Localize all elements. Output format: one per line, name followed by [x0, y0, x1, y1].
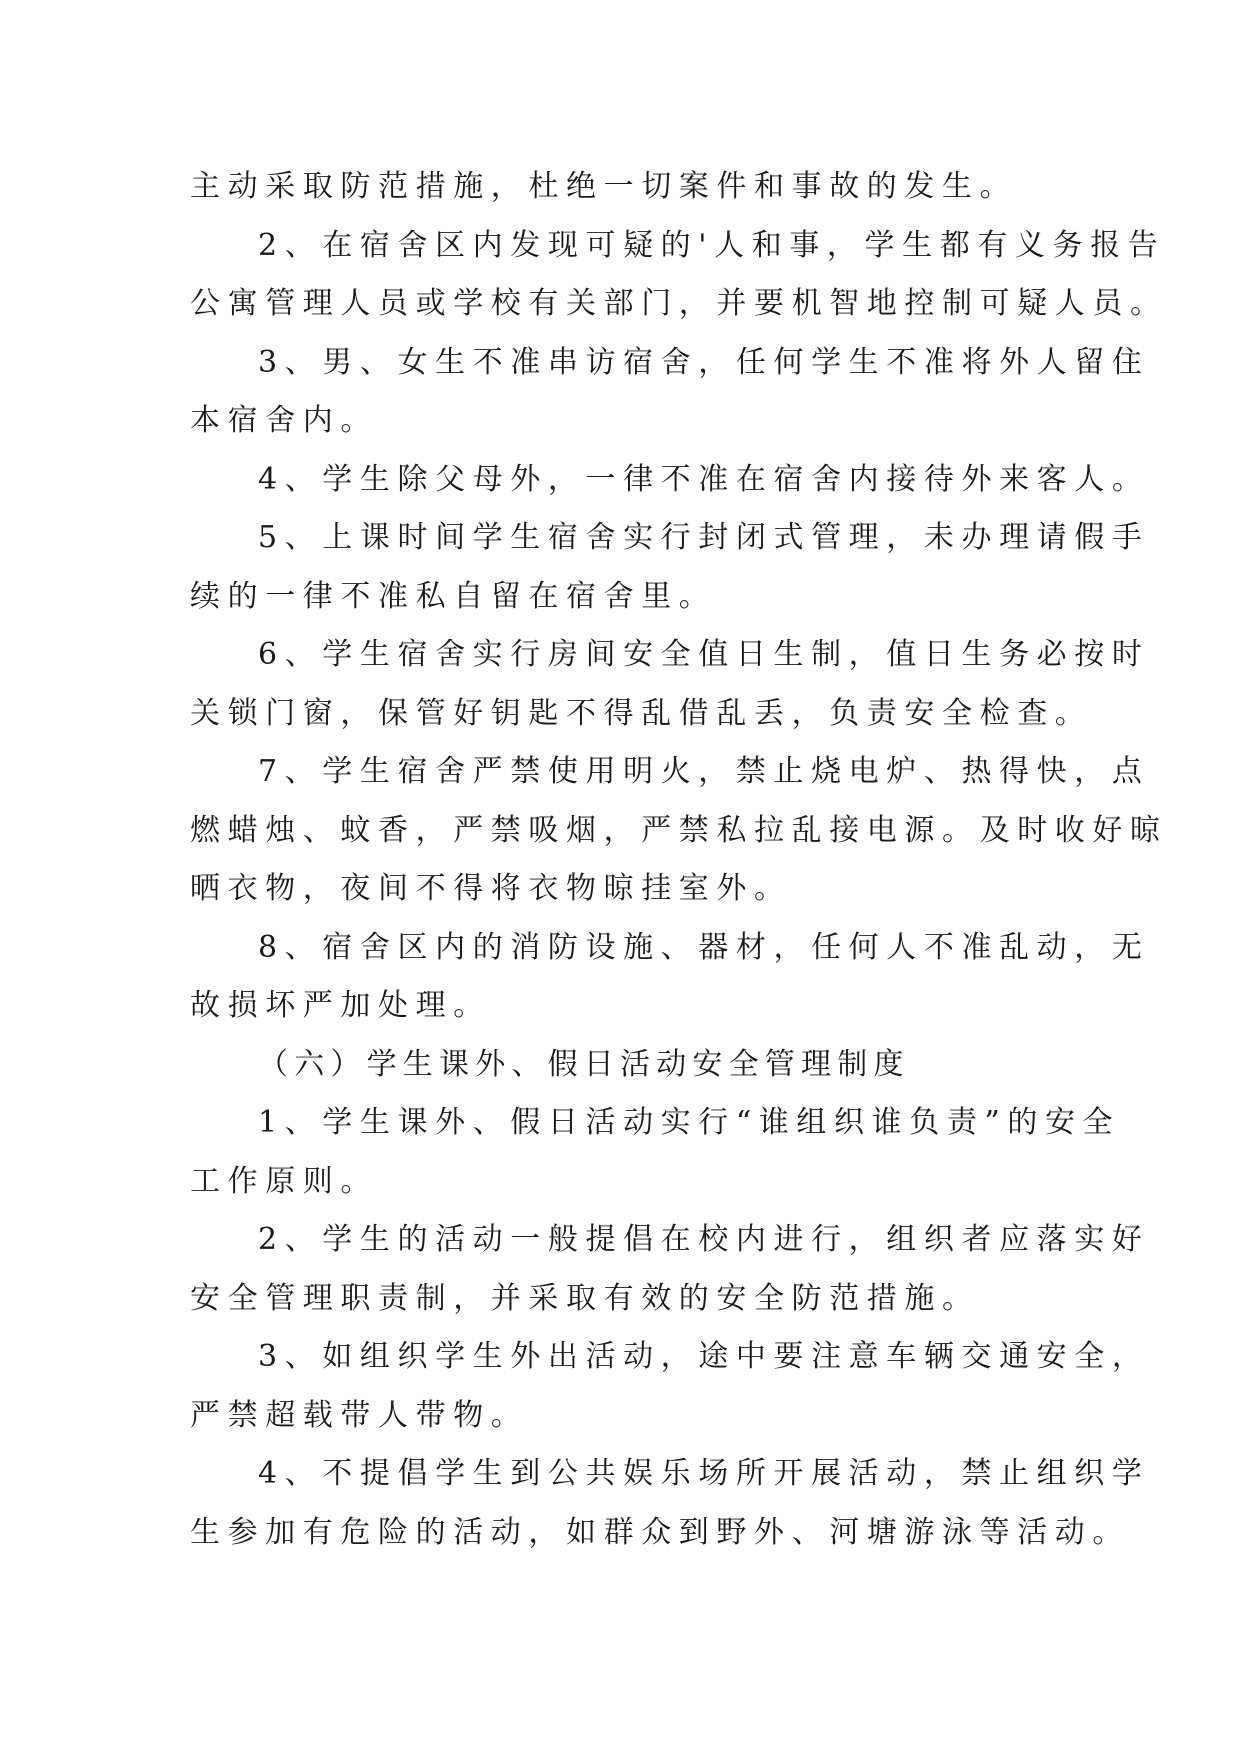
- text-line: 4、不提倡学生到公共娱乐场所开展活动，禁止组织学: [258, 1456, 1150, 1491]
- text-line: 3、男、女生不准串访宿舍，任何学生不准将外人留住: [258, 344, 1150, 380]
- text-line: 1、学生课外、假日活动实行“谁组织谁负责”的安全: [258, 1105, 1121, 1140]
- text-line: 2、在宿舍区内发现可疑的'人和事，学生都有义务报告: [258, 227, 1166, 263]
- text-line: 燃蜡烛、蚊香，严禁吸烟，严禁私拉乱接电源。及时收好晾: [190, 812, 1168, 848]
- text-line: 主动采取防范措施，杜绝一切案件和事故的发生。: [190, 169, 1018, 204]
- text-line: 续的一律不准私自留在宿舍里。: [190, 578, 717, 614]
- text-line: 严禁超载带人带物。: [190, 1397, 529, 1433]
- text-line: 公寓管理人员或学校有关部门，并要机智地控制可疑人员。: [190, 286, 1168, 321]
- text-line: 5、上课时间学生宿舍实行封闭式管理，未办理请假手: [258, 520, 1150, 555]
- text-line: 7、学生宿舍严禁使用明火，禁止烧电炉、热得快，点: [258, 754, 1150, 789]
- section-heading: （六）学生课外、假日活动安全管理制度: [258, 1046, 910, 1082]
- text-line: 本宿舍内。: [190, 403, 378, 438]
- text-line: 工作原则。: [190, 1163, 378, 1199]
- text-line: 关锁门窗，保管好钥匙不得乱借乱丢，负责安全检查。: [190, 695, 1093, 731]
- text-line: 生参加有危险的活动，如群众到野外、河塘游泳等活动。: [190, 1514, 1130, 1550]
- document-body: [190, 158, 1168, 1562]
- text-line: 2、学生的活动一般提倡在校内进行，组织者应落实好: [258, 1222, 1150, 1257]
- text-line: 3、如组织学生外出活动，途中要注意车辆交通安全，: [258, 1339, 1150, 1374]
- text-line: 晒衣物，夜间不得将衣物晾挂室外。: [190, 871, 792, 906]
- text-line: 故损坏严加处理。: [190, 988, 491, 1023]
- text-line: 4、学生除父母外，一律不准在宿舍内接待外来客人。: [258, 461, 1150, 497]
- text-line: 8、宿舍区内的消防设施、器材，任何人不准乱动，无: [258, 929, 1150, 965]
- text-line: 安全管理职责制，并采取有效的安全防范措施。: [190, 1280, 980, 1316]
- text-line: 6、学生宿舍实行房间安全值日生制，值日生务必按时: [258, 637, 1150, 672]
